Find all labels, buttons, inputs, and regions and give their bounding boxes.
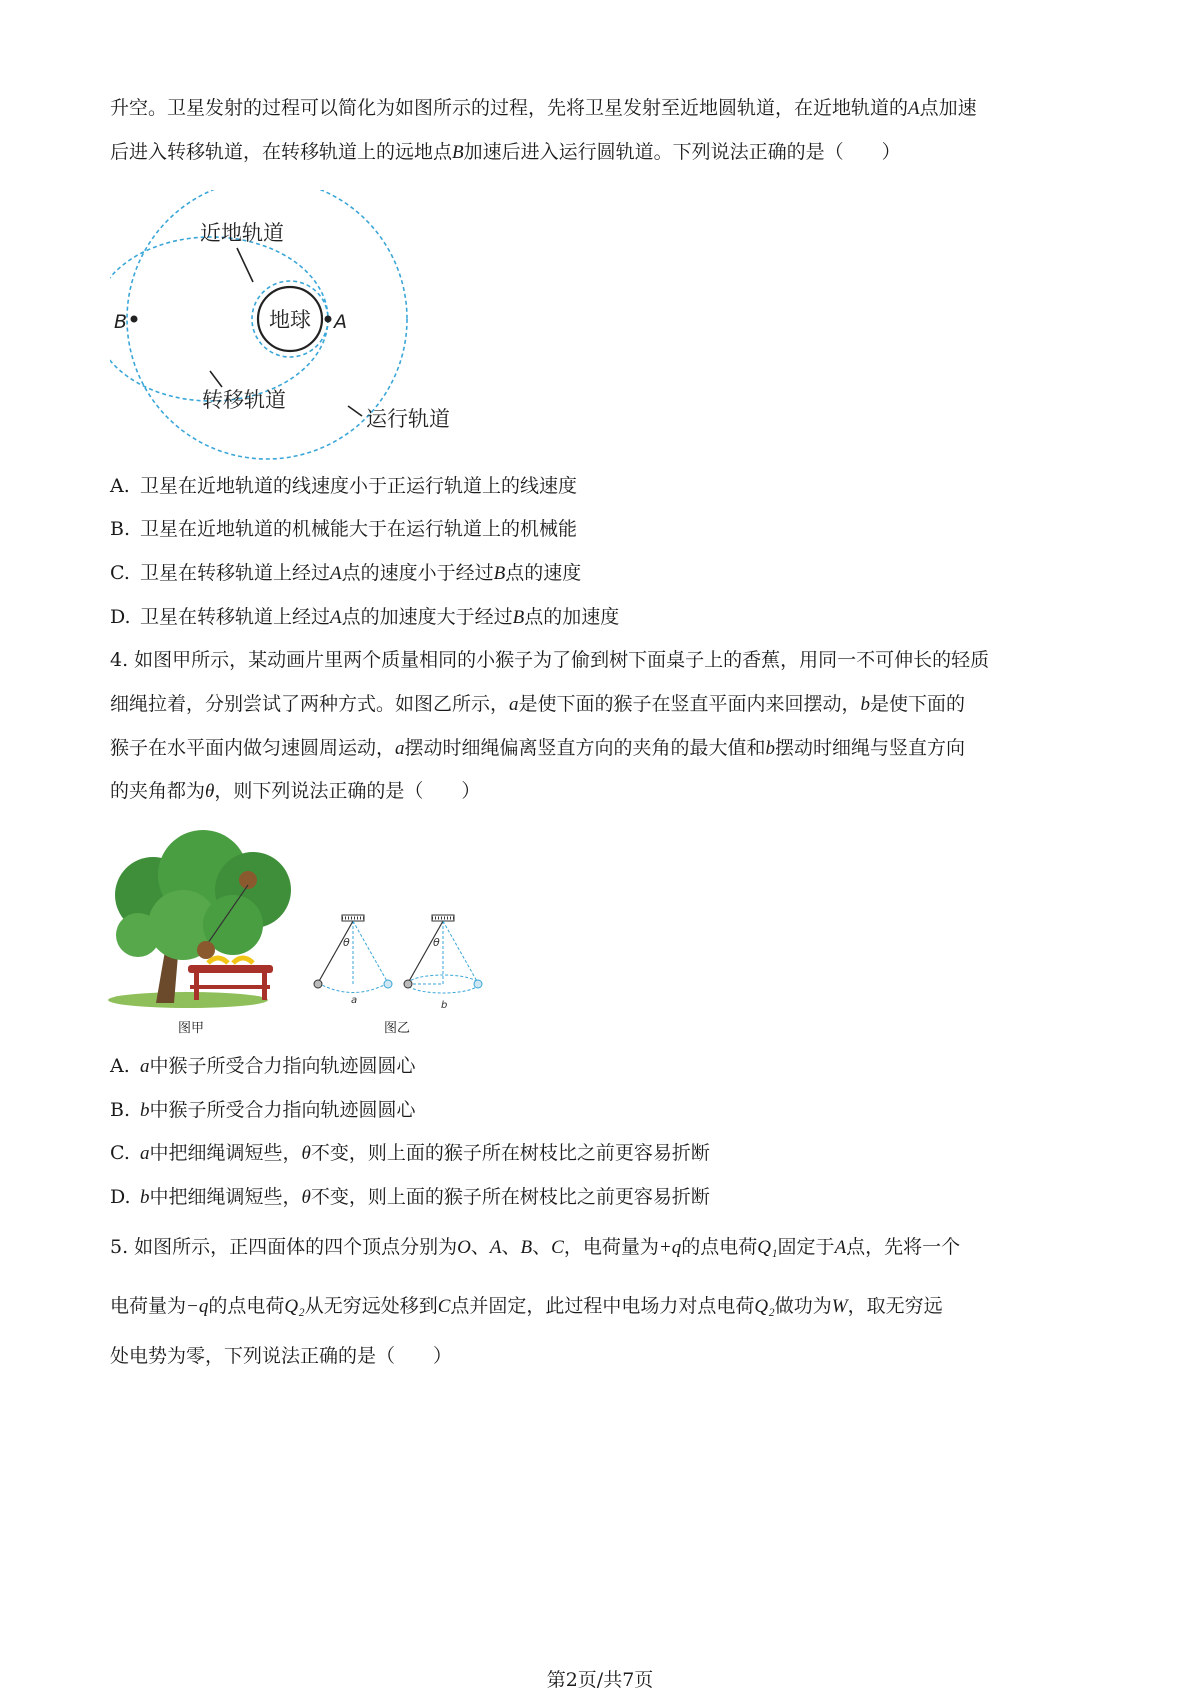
q3-line-2: 后进入转移轨道，在转移轨道上的远地点B加速后进入运行圆轨道。下列说法正确的是（ ） [110,141,901,163]
pendulum-a-theta: θ [343,936,350,949]
q5-line-2: 电荷量为−q的点电荷Q₂从无穷远处移到C点并固定，此过程中电场力对点电荷Q₂做功为W，取无穷远 [110,1295,943,1317]
table-top [188,965,273,973]
q3-line-1: 升空。卫星发射的过程可以简化为如图所示的过程，先将卫星发射至近地圆轨道，在近地轨道的A点加速 [110,97,977,119]
q4-option-c: C. a中把细绳调短些，θ不变，则上面的猴子所在树枝比之前更容易折断 [110,1142,710,1164]
pendulum-b-rope [408,921,443,983]
page-footer: 第2页/共7页 [546,1669,654,1691]
q3-option-c: C. 卫星在转移轨道上经过A点的速度小于经过B点的速度 [110,562,582,584]
table-base [190,985,270,989]
upper-monkey [239,871,257,889]
q4-line-2: 细绳拉着，分别尝试了两种方式。如图乙所示，a是使下面的猴子在竖直平面内来回摆动，b是使下面的 [110,693,966,715]
tree-monkey-illustration [108,825,308,1020]
banana-2 [233,958,253,963]
q3-option-b: B. 卫星在近地轨道的机械能大于在运行轨道上的机械能 [110,518,578,540]
q4-option-b: B. b中猴子所受合力指向轨迹圆圆心 [110,1099,416,1121]
point-b-label: B [114,311,128,333]
pendulum-a-arc [318,983,388,993]
pendulum-a-bob-ghost [384,980,392,988]
lower-monkey [197,941,215,959]
earth-label: 地球 [269,308,311,332]
banana-1 [208,958,228,963]
transfer-orbit-label: 转移轨道 [202,388,286,412]
q4-line-4: 的夹角都为θ，则下列说法正确的是（ ） [110,780,481,802]
pendulum-b-rope-dashed [443,921,478,983]
grass [108,992,268,1008]
pendulum-a-label: a [351,995,358,1006]
point-b-dot [131,316,138,323]
q4-option-a: A. a中猴子所受合力指向轨迹圆圆心 [110,1055,416,1077]
pendulum-b-label: b [441,1000,448,1011]
pendulum-b-bob [404,980,412,988]
q5-line-3: 处电势为零，下列说法正确的是（ ） [110,1345,453,1367]
pendulum-b-theta: θ [433,936,440,949]
near-orbit-label: 近地轨道 [200,221,284,245]
pendulum-diagrams [310,910,500,1015]
q4-line-3: 猴子在水平面内做匀速圆周运动，a摆动时细绳偏离竖直方向的夹角的最大值和b摆动时细绳与竖直方向 [110,737,966,759]
q4-line-1: 4. 如图甲所示，某动画片里两个质量相同的小猴子为了偷到树下面桌子上的香蕉，用同一不可伸长的轻质 [110,649,990,671]
figure-jia-caption: 图甲 [178,1021,205,1036]
pendulum-a-rope-dashed [353,921,388,983]
foliage-6 [116,913,160,957]
point-a-label: A [334,311,347,333]
pendulum-a-bob [314,980,322,988]
pendulum-a-rope [318,921,353,983]
q4-option-d: D. b中把细绳调短些，θ不变，则上面的猴子所在树枝比之前更容易折断 [110,1186,710,1208]
q3-option-a: A. 卫星在近地轨道的线速度小于正运行轨道上的线速度 [110,475,578,497]
operating-orbit-label: 运行轨道 [366,407,450,431]
operating-orbit-pointer [348,406,362,416]
orbit-diagram [110,190,510,480]
point-a-dot [325,316,332,323]
q5-line-1: 5. 如图所示，正四面体的四个顶点分别为O、A、B、C，电荷量为+q的点电荷Q₁固定于A点，先将一个 [110,1236,961,1258]
pendulum-b-bob-ghost [474,980,482,988]
q3-option-d: D. 卫星在转移轨道上经过A点的加速度大于经过B点的加速度 [110,606,620,628]
transfer-orbit-pointer [210,371,222,387]
near-orbit-pointer [237,248,253,282]
figure-yi-caption: 图乙 [384,1021,411,1036]
